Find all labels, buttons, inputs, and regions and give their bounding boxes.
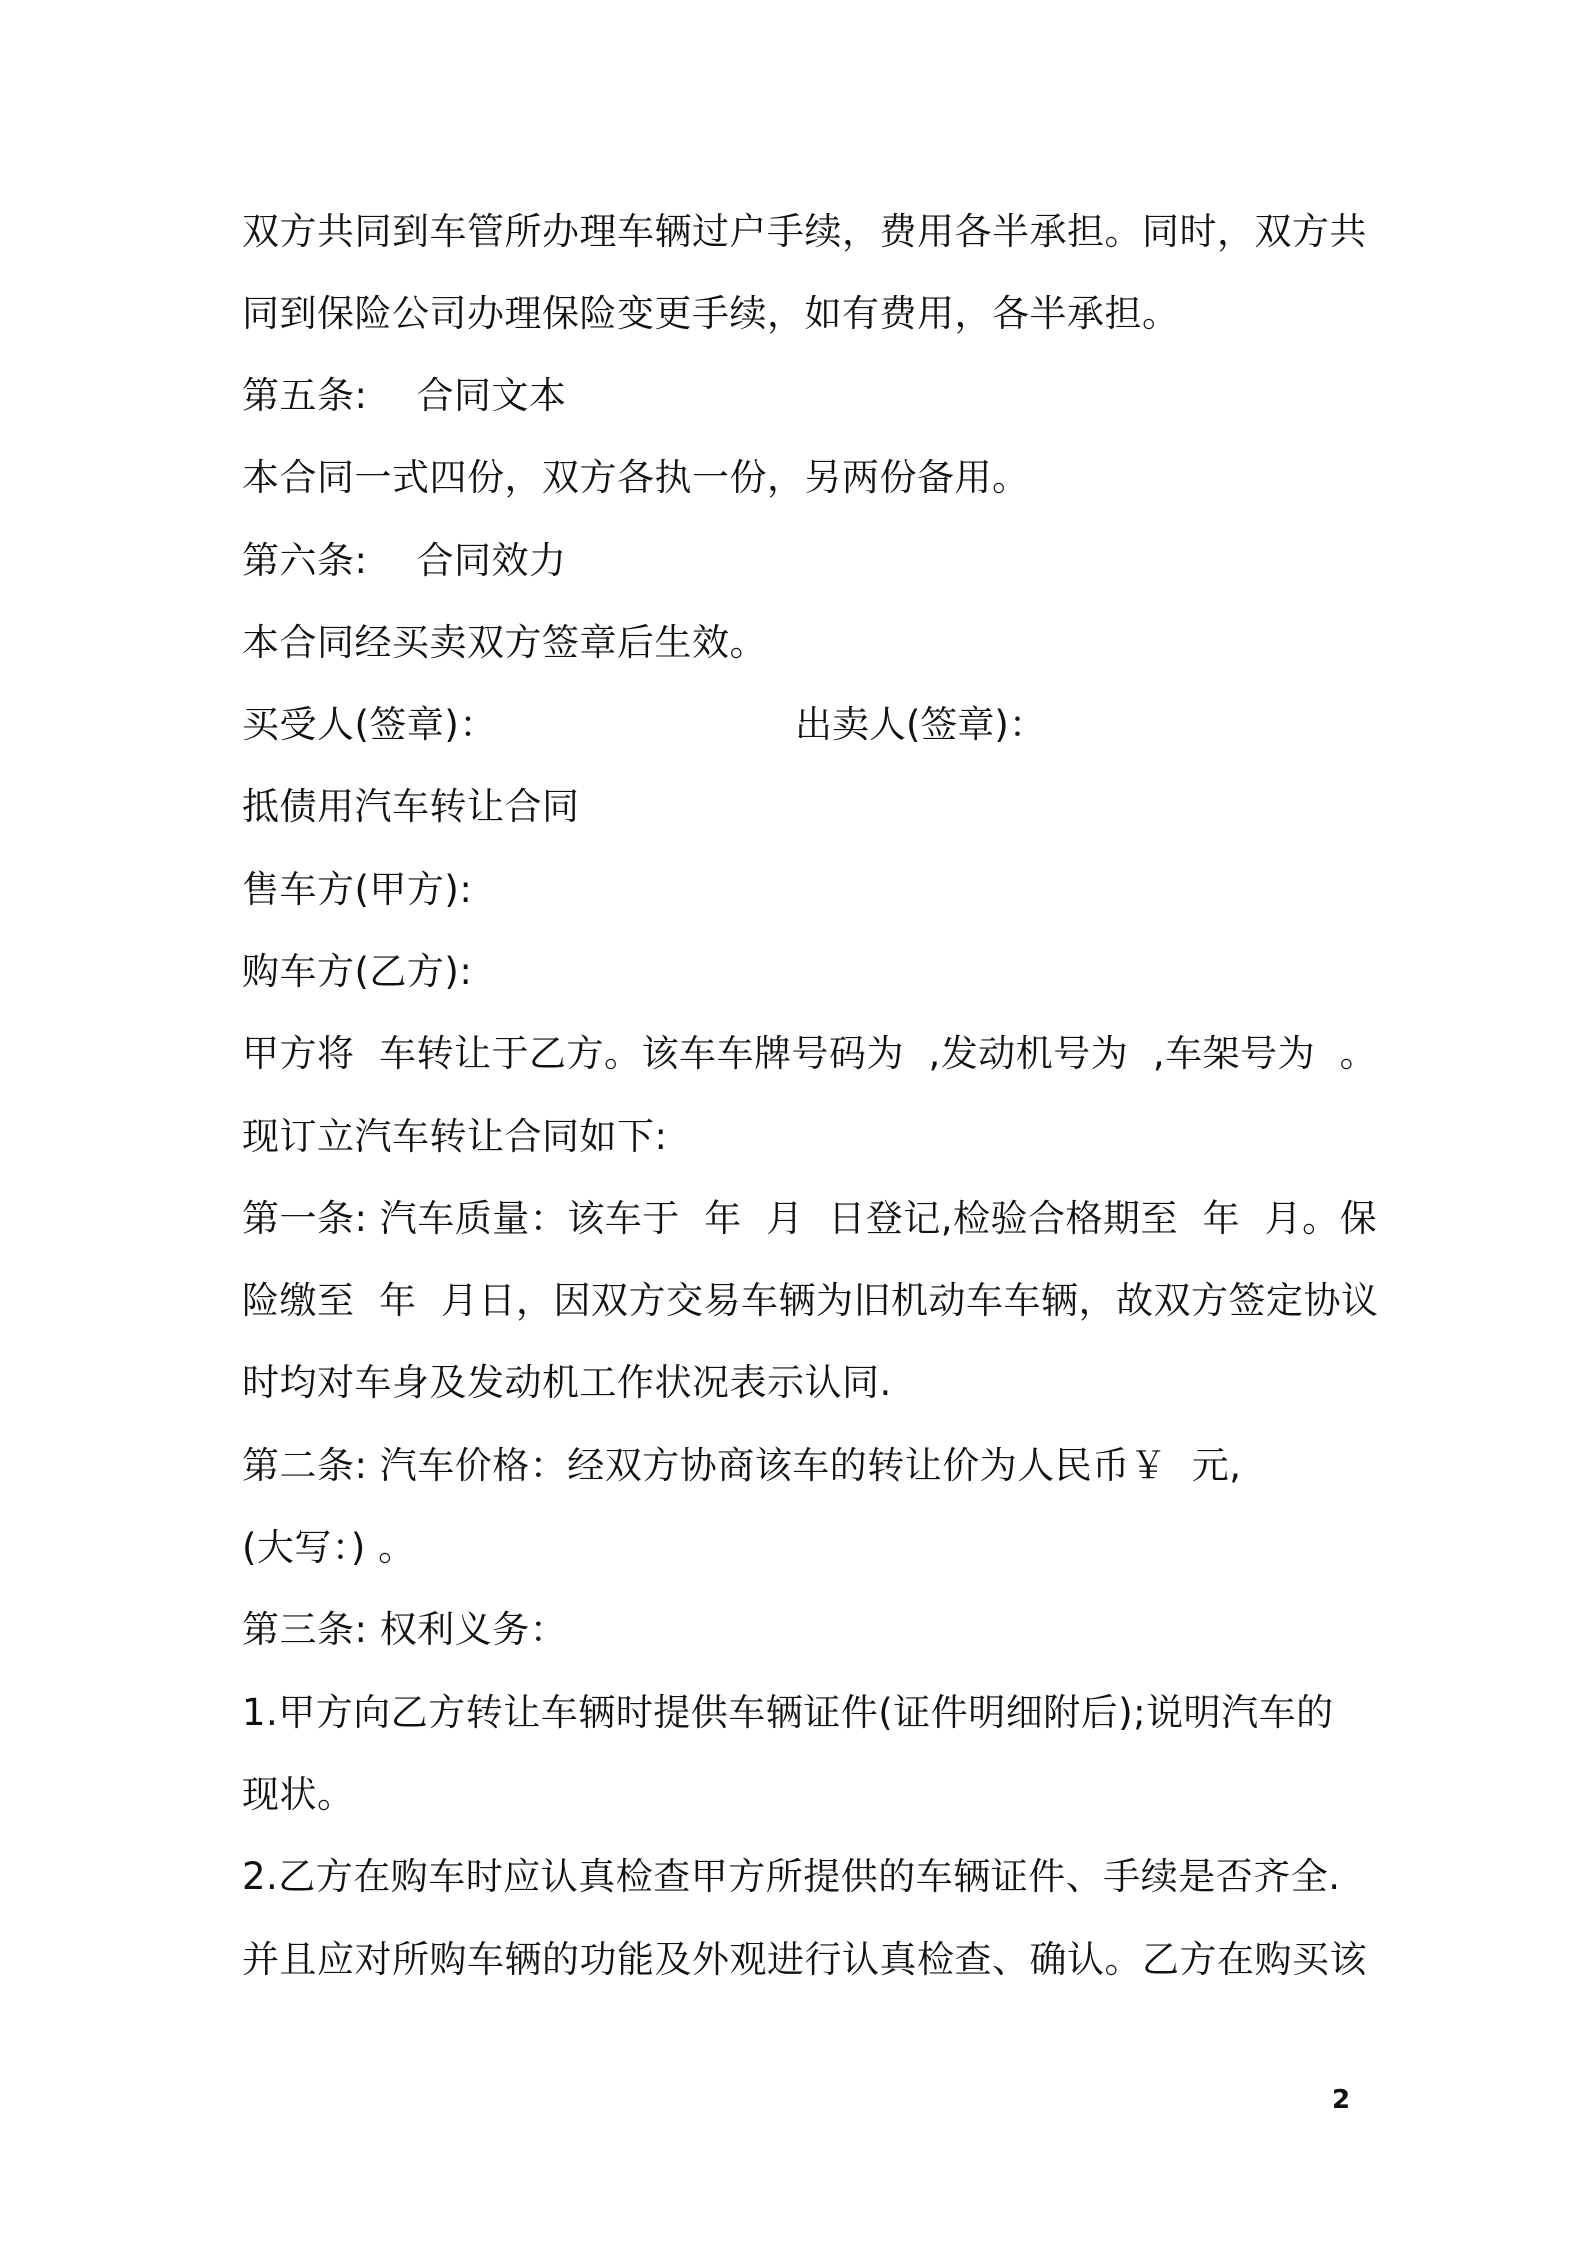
text-line: 购车方(乙方): (242, 950, 473, 993)
text-line: 1.甲方向乙方转让车辆时提供车辆证件(证件明细附后);说明汽车的 (242, 1691, 1334, 1734)
text-line: 并且应对所购车辆的功能及外观进行认真检查、确认。乙方在购买该 (242, 1938, 1367, 1981)
text-line: 2.乙方在购车时应认真检查甲方所提供的车辆证件、手续是否齐全. (242, 1855, 1341, 1898)
section-heading: 第三条: 权利义务： (242, 1608, 568, 1651)
text-line: 本合同经买卖双方签章后生效。 (242, 621, 767, 664)
text-line: (大写：) 。 (242, 1526, 416, 1569)
text-line: 第二条: 汽车价格：经双方协商该车的转让价为人民币￥ 元, (242, 1444, 1242, 1487)
page-number: 2 (1332, 2085, 1351, 2115)
text-line: 现订立汽车转让合同如下: (242, 1115, 668, 1158)
seller-signature-label: 出卖人(签章)： (795, 703, 1046, 746)
contract-title: 抵债用汽车转让合同 (242, 785, 580, 828)
text-line: 第一条: 汽车质量：该车于 年 月 日登记,检验合格期至 年 月。保 (242, 1197, 1378, 1240)
text-line: 本合同一式四份，双方各执一份，另两份备用。 (242, 456, 1030, 499)
text-line: 险缴至 年 月日，因双方交易车辆为旧机动车车辆，故双方签定协议 (242, 1279, 1379, 1322)
text-line: 售车方(甲方): (242, 868, 473, 911)
text-line: 同到保险公司办理保险变更手续，如有费用，各半承担。 (242, 292, 1180, 335)
section-heading: 第六条: 合同效力 (242, 539, 567, 582)
text-line: 现状。 (242, 1773, 355, 1816)
text-line: 时均对车身及发动机工作状况表示认同. (242, 1361, 892, 1404)
section-heading: 第五条: 合同文本 (242, 374, 567, 417)
buyer-signature-label: 买受人(签章)： (242, 703, 497, 746)
text-line: 甲方将 车转让于乙方。该车车牌号码为 ,发动机号为 ,车架号为 。 (242, 1032, 1378, 1075)
text-line: 双方共同到车管所办理车辆过户手续，费用各半承担。同时，双方共 (242, 210, 1367, 253)
